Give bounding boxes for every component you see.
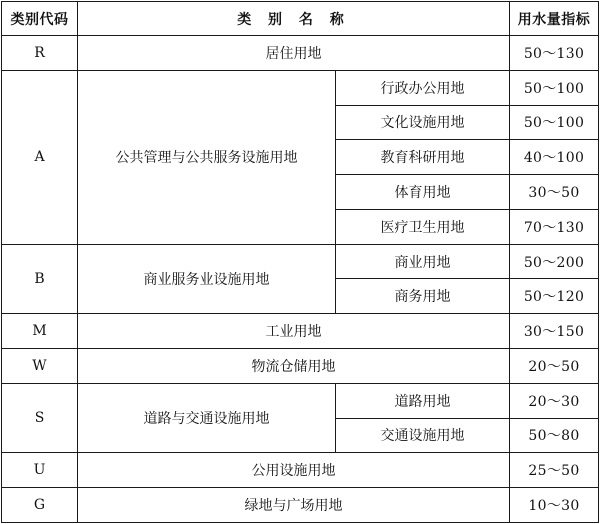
subcategory-name: 交通设施用地 (336, 418, 510, 453)
quota-value: 50～130 (510, 36, 599, 71)
subcategory-name: 商业用地 (336, 244, 510, 279)
table-row (2, 314, 599, 349)
category-name: 公共管理与公共服务设施用地 (78, 70, 336, 244)
subcategory-name: 文化设施用地 (336, 105, 510, 140)
table-row (2, 349, 599, 384)
subcategory-name: 商务用地 (336, 279, 510, 314)
header-row (2, 2, 599, 36)
quota-value: 30～150 (510, 314, 599, 349)
quota-value: 50～200 (510, 244, 599, 279)
category-name: 工业用地 (78, 314, 510, 349)
category-name: 绿地与广场用地 (78, 488, 510, 523)
category-code: S (2, 383, 78, 453)
category-code: M (2, 314, 78, 349)
quota-value: 70～130 (510, 209, 599, 244)
header-name: 类 别 名 称 (78, 2, 510, 36)
category-code: W (2, 349, 78, 384)
quota-value: 50～80 (510, 418, 599, 453)
header-code: 类别代码 (2, 2, 78, 36)
table-row (2, 488, 599, 523)
quota-value: 20～50 (510, 349, 599, 384)
category-code: B (2, 244, 78, 314)
table-row (2, 70, 599, 105)
table-row (2, 244, 599, 279)
subcategory-name: 教育科研用地 (336, 140, 510, 175)
quota-value: 50～100 (510, 70, 599, 105)
table-row (2, 36, 599, 71)
water-quota-table (1, 1, 599, 523)
quota-value: 50～100 (510, 105, 599, 140)
quota-value: 40～100 (510, 140, 599, 175)
quota-value: 25～50 (510, 453, 599, 488)
quota-value: 10～30 (510, 488, 599, 523)
category-name: 物流仓储用地 (78, 349, 510, 384)
quota-value: 50～120 (510, 279, 599, 314)
category-code: U (2, 453, 78, 488)
subcategory-name: 体育用地 (336, 175, 510, 210)
subcategory-name: 行政办公用地 (336, 70, 510, 105)
table-row (2, 453, 599, 488)
category-name: 公用设施用地 (78, 453, 510, 488)
subcategory-name: 道路用地 (336, 383, 510, 418)
category-name: 居住用地 (78, 36, 510, 71)
table-row (2, 383, 599, 418)
quota-value: 30～50 (510, 175, 599, 210)
category-name: 道路与交通设施用地 (78, 383, 336, 453)
header-quota: 用水量指标 (510, 2, 599, 36)
quota-value: 20～30 (510, 383, 599, 418)
category-code: A (2, 70, 78, 244)
category-code: G (2, 488, 78, 523)
category-name: 商业服务业设施用地 (78, 244, 336, 314)
category-code: R (2, 36, 78, 71)
subcategory-name: 医疗卫生用地 (336, 209, 510, 244)
